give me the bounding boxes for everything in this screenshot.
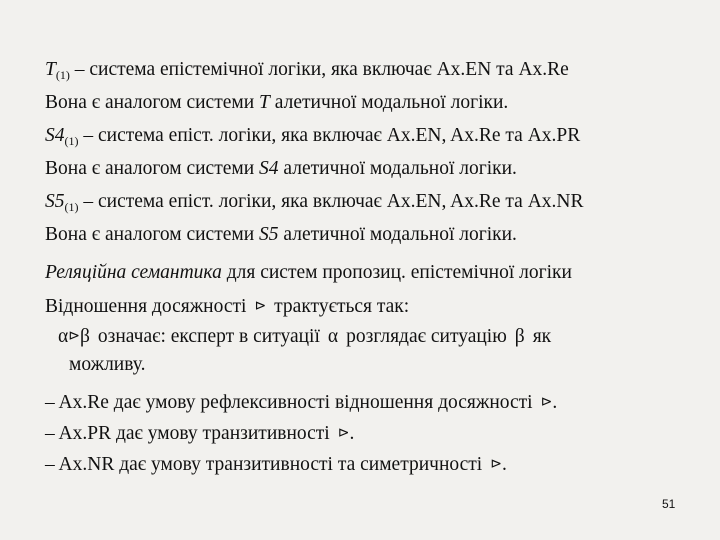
system-symbol: S4 bbox=[45, 125, 65, 146]
axiom-end: . bbox=[501, 454, 507, 475]
relation-symbol: ⊳ bbox=[490, 456, 502, 472]
analog-s4 bbox=[45, 159, 517, 179]
analog-s5 bbox=[45, 225, 517, 245]
definition-text: – система епіст. логіки, яка включає Ax.EN, Ax.Re та Ax.NR bbox=[78, 191, 584, 212]
axiom-end: . bbox=[552, 392, 558, 413]
alpha-symbol: α bbox=[58, 326, 69, 347]
relation-symbol: ⊳ bbox=[337, 425, 350, 441]
analog-symbol: S4 bbox=[259, 158, 279, 179]
relation-symbol: ⊳ bbox=[68, 328, 80, 344]
axiom-nr-line bbox=[45, 455, 507, 475]
possible-line bbox=[69, 355, 145, 375]
definition-s4 bbox=[45, 126, 580, 146]
alpha-symbol: α bbox=[327, 326, 339, 347]
axiom-text: – Ax.PR дає умову транзитивності bbox=[45, 423, 330, 444]
definition-t bbox=[45, 60, 569, 80]
possible-text: можливу. bbox=[69, 354, 146, 375]
axiom-re-line bbox=[45, 393, 557, 413]
relation-suffix: трактується так: bbox=[274, 296, 410, 317]
system-symbol: S5 bbox=[45, 191, 65, 212]
analog-prefix: Вона є аналогом системи bbox=[45, 224, 260, 245]
semantics-heading-rest: для систем пропозиц. епістемічної логіки bbox=[221, 262, 572, 283]
page-number: 51 bbox=[662, 497, 676, 511]
relation-symbol: ⊳ bbox=[540, 394, 553, 410]
definition-s5 bbox=[45, 192, 584, 212]
considers-text: розглядає ситуацію bbox=[346, 326, 507, 347]
system-subscript: (1) bbox=[64, 200, 79, 214]
semantics-heading bbox=[45, 263, 572, 283]
axiom-end: . bbox=[349, 423, 355, 444]
axiom-pr-line bbox=[45, 424, 354, 444]
analog-symbol: T bbox=[259, 92, 270, 113]
beta-symbol: β bbox=[514, 326, 525, 347]
relation-prefix: Відношення досяжності bbox=[45, 296, 247, 317]
system-subscript: (1) bbox=[55, 68, 70, 82]
means-text: означає: експерт в ситуації bbox=[97, 326, 320, 347]
axiom-text: – Ax.NR дає умову транзитивності та симетричності bbox=[45, 454, 483, 475]
semantics-heading-italic: Реляційна семантика bbox=[45, 262, 222, 283]
relation-meaning-line bbox=[58, 327, 551, 347]
beta-symbol: β bbox=[79, 326, 90, 347]
as-text: як bbox=[532, 326, 552, 347]
relation-symbol: ⊳ bbox=[254, 298, 267, 314]
analog-prefix: Вона є аналогом системи bbox=[45, 158, 260, 179]
analog-suffix: алетичної модальної логіки. bbox=[269, 92, 509, 113]
relation-line bbox=[45, 297, 409, 317]
definition-text: – система епістемічної логіки, яка включає Ax.EN та Ax.Re bbox=[69, 59, 569, 80]
definition-text: – система епіст. логіки, яка включає Ax.EN, Ax.Re та Ax.PR bbox=[78, 125, 581, 146]
system-subscript: (1) bbox=[64, 134, 79, 148]
analog-symbol: S5 bbox=[259, 224, 279, 245]
analog-suffix: алетичної модальної логіки. bbox=[278, 158, 517, 179]
system-symbol: T bbox=[45, 59, 56, 80]
analog-t bbox=[45, 93, 508, 113]
analog-suffix: алетичної модальної логіки. bbox=[278, 224, 517, 245]
axiom-text: – Ax.Re дає умову рефлексивності відношення досяжності bbox=[45, 392, 533, 413]
analog-prefix: Вона є аналогом системи bbox=[45, 92, 260, 113]
